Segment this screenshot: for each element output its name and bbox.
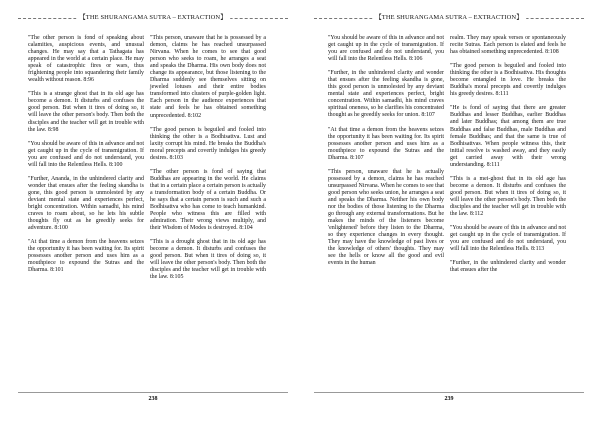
paragraph: "At that time a demon from the heavens seizes the opportunity it has been waiting for. Its spirit possesses another person and uses him as a mouthpiece to expound the Sutras and the Dharma. 8:101 xyxy=(28,239,144,274)
paragraph: "This is a drought ghost that in its old age has become a demon. It disturbs and confuses the good person. But when it tires of doing so, it will leave the other person's body. Then both the disciples and the teacher will get in trouble with the law. 8:105 xyxy=(150,239,266,281)
footer-rule xyxy=(314,392,584,393)
paragraph: "Further, in the unhindered clarity and wonder that ensues after the feeling skandha is gone, this good person is unmolested by any deviant mental state and experiences perfect, bright concentration. Within samadhi, his mind craves spiritual oneness, so he clarifies his concentrated thought as he greedily seeks for union. 8:107 xyxy=(328,70,444,119)
paragraph: "The other person is fond of speaking about calamities, auspicious events, and unusual changes. He may say that a Tathagata has appeared in the world at a certain place. He may speak of catastrophic fires or wars, thus frightening people into squandering their family wealth without reason. 8:96 xyxy=(28,35,144,84)
paragraph: "At that time a demon from the heavens seizes the opportunity it has been waiting for. Its spirit possesses another person and uses him as a mouthpiece to expound the Sutras and the Dharma. 8:107 xyxy=(328,126,444,161)
paragraph: "The other person is fond of saying that Buddhas are appearing in the world. He claims that in a certain place a certain person is actually a transformation body of a certain Buddha. Or he says that a certain person is such and such a Bodhisattva who has come to teach humankind. People who witness this are filled with admiration. Their wrong views multiply, and their Wisdom of Modes is destroyed. 8:104 xyxy=(150,168,266,232)
text-column-left xyxy=(28,35,144,281)
paragraph: "This person, unaware that he is actually possessed by a demon, claims he has reached unsurpassed Nirvana. When he comes to see that good person who seeks union, he arranges a seat and speaks the Dharma. Neither his own body nor the bodies of those listening to the Dharma go through any external transformations. But he makes the minds of the listeners become 'enlightened' before they listen to the Dharma, so they experience changes in every thought. They may have the knowledge of past lives or the knowledge of others' thoughts. They may see the hells or know all the good and evil events in the human xyxy=(328,168,444,267)
page-header xyxy=(18,13,288,23)
paragraph: "This person, unaware that he is possessed by a demon, claims he has reached unsurpassed Nirvana. When he comes to see that good person who seeks to roam, he arranges a seat and speaks the Dharma. His own body does not change its appearance, but those listening to the Dharma suddenly see themselves sitting on jeweled lotuses and their entire bodies transformed into clusters of purple-golden light. Each person in the audience experiences that state and feels he has obtained something unprecedented. 8:102 xyxy=(150,35,266,119)
text-column-right xyxy=(150,35,266,289)
page-number: 239 xyxy=(444,396,454,402)
paragraph: realm. They may speak verses or spontaneously recite Sutras. Each person is elated and feels he has obtained something unprecedented. 8:108 xyxy=(450,35,566,56)
paragraph: "This is a mei-ghost that in its old age has become a demon. It disturbs and confuses the good person. But when it tires of doing so, it will leave the other person's body. Then both the disciples and the teacher will get in trouble with the law. 8:112 xyxy=(450,175,566,218)
page-header xyxy=(314,13,584,23)
paragraph: "The good person is beguiled and fooled into thinking the other is a Bodhisattva. His thoughts become entangled in love. He breaks the Buddha's moral precepts and covertly indulges his greedy desires. 8:111 xyxy=(450,63,566,98)
paragraph: "Further, Ananda, in the unhindered clarity and wonder that ensues after the feeling skandha is gone, this good person is unmolested by any deviant mental state and experiences perfect, bright concentration. Within samadhi, his mind craves to roam about, so he lets his subtle thoughts fly out as he greedily seeks for adventure. 8:100 xyxy=(28,175,144,232)
paragraph: "This is a strange ghost that in its old age has become a demon. It disturbs and confuses the good person. But when it tires of doing so, it will leave the other person's body. Then both the disciples and the teacher will get in trouble with the law. 8:98 xyxy=(28,91,144,133)
text-column-right xyxy=(450,35,566,281)
paragraph: "You should be aware of this in advance and not get caught up in the cycle of transmigration. If you are confused and do not understand, you will fall into the Relentless Hells. 8:113 xyxy=(450,225,566,253)
paragraph: "You should be aware of this in advance and not get caught up in the cycle of transmigration. If you are confused and do not understand, you will fall into the Relentless Hells. 8:100 xyxy=(28,140,144,168)
paragraph: "He is fond of saying that there are greater Buddhas and lesser Buddhas, earlier Buddhas and later Buddhas; that among them are true Buddhas and false Buddhas, male Buddhas and female Buddhas; and that the same is true of Bodhisattvas. When people witness this, their initial resolve is washed away, and they easily get carried away with their wrong understanding. 8:111 xyxy=(450,105,566,168)
paragraph: "You should be aware of this in advance and not get caught up in the cycle of transmigration. If you are confused and do not understand, you will fall into the Relentless Hells. 8:106 xyxy=(328,35,444,63)
paragraph: "Further, in the unhindered clarity and wonder that ensues after the xyxy=(450,260,566,274)
header-title: 【THE SHURANGAMA SUTRA – EXTRACTION】 xyxy=(76,13,230,23)
page-number: 238 xyxy=(148,396,158,402)
page-footer xyxy=(18,392,288,402)
page-footer xyxy=(314,392,584,402)
right-page xyxy=(300,0,600,424)
footer-rule xyxy=(18,392,288,393)
paragraph: "The good person is beguiled and fooled into thinking the other is a Bodhisattva. Lust and laxity corrupt his mind. He breaks the Buddha's moral precepts and covertly indulges his greedy desires. 8:103 xyxy=(150,126,266,161)
header-title: 【THE SHURANGAMA SUTRA – EXTRACTION】 xyxy=(372,13,526,23)
text-column-left xyxy=(328,35,444,274)
